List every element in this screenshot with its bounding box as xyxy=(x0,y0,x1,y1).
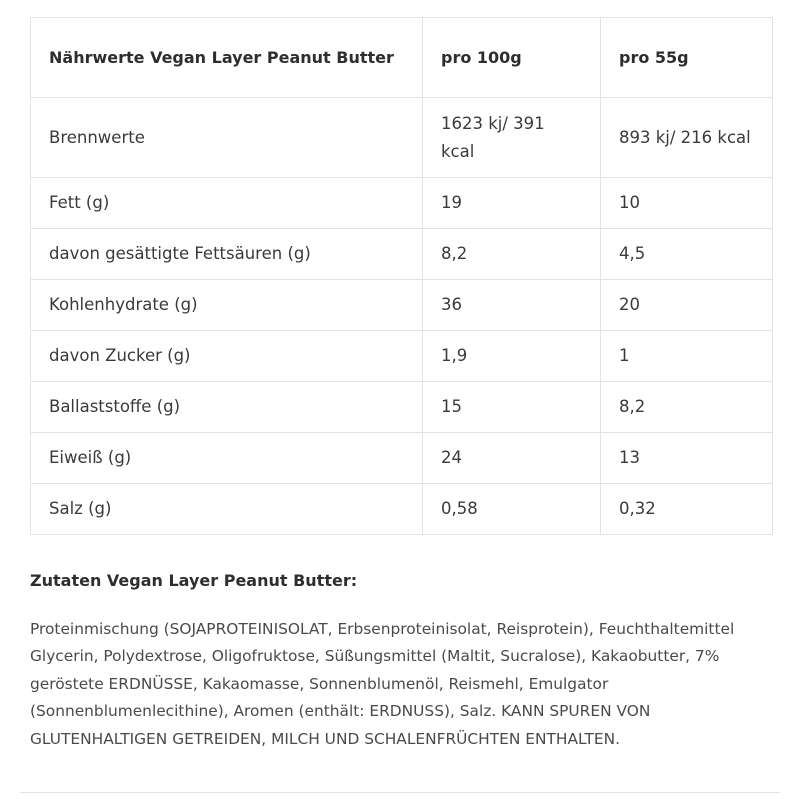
row-value-55g: 8,2 xyxy=(601,382,773,433)
row-label: Salz (g) xyxy=(31,484,423,535)
table-row xyxy=(31,178,773,229)
row-label: Brennwerte xyxy=(31,98,423,178)
bottom-divider xyxy=(20,792,780,793)
table-header-row xyxy=(31,18,773,98)
row-value-55g: 893 kj/ 216 kcal xyxy=(601,98,773,178)
nutrition-table xyxy=(30,17,773,535)
ingredients-text: Proteinmischung (SOJAPROTEINISOLAT, Erbsenproteinisolat, Reisprotein), Feuchthaltemittel Glycerin, Polydextrose, Oligofruktose, Süßungsmittel (Maltit, Sucralose), Kakaobutter, 7% geröstete ERDNÜSSE, Kakaomasse, Sonnenblumenöl, Reismehl, Emulgator (Sonnenblumenlecithine), Aromen (enthält: ERDNUSS), Salz. KANN SPUREN VON GLUTENHALTIGEN GETREIDEN, MILCH UND SCHALENFRÜCHTEN ENTHALTEN. xyxy=(30,620,735,748)
table-row xyxy=(31,98,773,178)
row-label: Kohlenhydrate (g) xyxy=(31,280,423,331)
table-header-name: Nährwerte Vegan Layer Peanut Butter xyxy=(31,18,423,98)
row-value-55g: 0,32 xyxy=(601,484,773,535)
table-row xyxy=(31,484,773,535)
row-value-55g: 4,5 xyxy=(601,229,773,280)
row-value-100g: 19 xyxy=(423,178,601,229)
row-value-100g: 15 xyxy=(423,382,601,433)
row-value-55g: 13 xyxy=(601,433,773,484)
row-value-55g: 10 xyxy=(601,178,773,229)
table-header-per-100g: pro 100g xyxy=(423,18,601,98)
row-value-100g: 1623 kj/ 391 kcal xyxy=(423,98,601,178)
row-value-100g: 8,2 xyxy=(423,229,601,280)
row-label: Fett (g) xyxy=(31,178,423,229)
row-value-100g: 36 xyxy=(423,280,601,331)
row-value-55g: 1 xyxy=(601,331,773,382)
table-row xyxy=(31,229,773,280)
row-value-100g: 0,58 xyxy=(423,484,601,535)
row-label: davon gesättigte Fettsäuren (g) xyxy=(31,229,423,280)
row-label: Ballaststoffe (g) xyxy=(31,382,423,433)
row-label: Eiweiß (g) xyxy=(31,433,423,484)
row-value-55g: 20 xyxy=(601,280,773,331)
table-row xyxy=(31,280,773,331)
table-row xyxy=(31,382,773,433)
table-row xyxy=(31,433,773,484)
row-value-100g: 24 xyxy=(423,433,601,484)
table-header-per-55g: pro 55g xyxy=(601,18,773,98)
row-value-100g: 1,9 xyxy=(423,331,601,382)
table-row xyxy=(31,331,773,382)
row-label: davon Zucker (g) xyxy=(31,331,423,382)
ingredients-title: Zutaten Vegan Layer Peanut Butter: xyxy=(30,571,358,590)
